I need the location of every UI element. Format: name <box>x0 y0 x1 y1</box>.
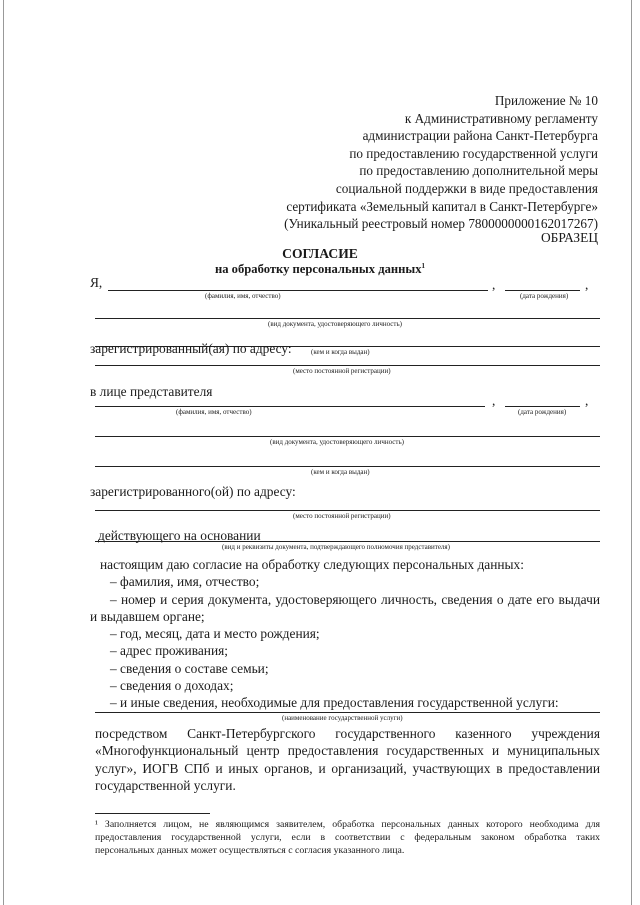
via-line: государственной услуги. <box>95 777 236 793</box>
footnote <box>95 818 600 857</box>
service-name-line[interactable] <box>95 712 600 713</box>
sample-mark: ОБРАЗЕЦ <box>541 230 598 245</box>
consent-item: – фамилия, имя, отчество; <box>110 574 260 590</box>
rep-reg-address-line[interactable] <box>95 510 600 511</box>
footnote-line: ¹ Заполняется лицом, не являющимся заявителем, обработка персональных данных которого необходима для <box>95 819 600 830</box>
subtitle-text: на обработку персональных данных <box>214 262 422 277</box>
consent-item: – сведения о доходах; <box>110 678 234 694</box>
rep-registered-label: зарегистрированного(ой) по адресу: <box>90 484 296 499</box>
comma: , <box>492 393 496 408</box>
via-line: «Многофункциональный центр предоставления государственных и муниципальных <box>95 743 600 759</box>
rep-document-line[interactable] <box>95 436 600 437</box>
hint-basis: (вид и реквизиты документа, подтверждающего полномочия представителя) <box>222 543 450 551</box>
footnote-line: персональных данных может осуществляться с согласия указанного лица. <box>95 845 405 856</box>
scan-edge-right <box>631 0 632 905</box>
reg-address-line[interactable] <box>95 365 600 366</box>
hint-service: (наименование государственной услуги) <box>282 714 403 722</box>
hint-rep-fio: (фамилия, имя, отчество) <box>176 408 252 416</box>
hint-rep-issued: (кем и когда выдан) <box>311 468 370 476</box>
hint-rep-reg-place: (место постоянной регистрации) <box>293 512 391 520</box>
appendix-line: Приложение № 10 <box>494 93 598 108</box>
via-line: услуг», ИОГВ СПб и иных органов, и организаций, участвующих в предоставлении <box>95 760 600 776</box>
rep-birth-date-line[interactable] <box>505 406 580 407</box>
scan-edge-left <box>3 0 4 905</box>
appendix-line: сертификата «Земельный капитал в Санкт-Петербурге» <box>286 198 598 214</box>
footnote-ref: 1 <box>421 262 426 270</box>
comma: , <box>585 277 589 292</box>
rep-fio-line[interactable] <box>95 406 485 407</box>
appendix-line: по предоставлению дополнительной меры <box>359 163 598 179</box>
appendix-line: к Административному регламенту <box>404 110 598 126</box>
via-line: посредством Санкт-Петербургского государственного казенного учреждения <box>95 726 600 741</box>
consent-item: – и иные сведения, необходимые для предоставления государственной услуги: <box>110 695 559 711</box>
hint-document: (вид документа, удостоверяющего личность) <box>268 320 403 328</box>
consent-body <box>90 556 600 712</box>
consent-item: – номер и серия документа, удостоверяющего личность, сведения о дате его выдачи <box>110 591 600 607</box>
basis-label: действующего на основании <box>98 528 261 543</box>
rep-issued-line[interactable] <box>95 466 600 467</box>
appendix-line: социальной поддержки в виде предоставления <box>335 180 598 196</box>
consent-item: и выдавшем органе; <box>90 608 205 624</box>
fio-line[interactable] <box>108 290 488 291</box>
birth-date-line[interactable] <box>505 290 580 291</box>
hint-rep-document: (вид документа, удостоверяющего личность) <box>270 438 405 446</box>
appendix-line: администрации района Санкт-Петербурга <box>362 128 598 144</box>
consent-item: – год, месяц, дата и место рождения; <box>110 626 320 642</box>
via-paragraph <box>95 725 600 794</box>
hint-issued: (кем и когда выдан) <box>311 348 370 356</box>
document-line[interactable] <box>95 318 600 319</box>
footnote-separator <box>95 813 210 814</box>
hint-rep-birth-date: (дата рождения) <box>518 408 567 416</box>
document-title: СОГЛАСИЕ <box>282 246 358 261</box>
consent-item: – адрес проживания; <box>110 643 229 659</box>
registered-label: зарегистрированный(ая) по адресу: <box>90 341 292 356</box>
comma: , <box>492 277 496 292</box>
ya-label: Я, <box>90 275 103 290</box>
appendix-line: (Уникальный реестровый номер 7800000000162017267) <box>284 216 598 232</box>
consent-item: – сведения о составе семьи; <box>110 660 269 676</box>
footnote-line: предоставления государственной услуги, если в соответствии с федеральным законом обработка таких <box>95 832 600 843</box>
appendix-line: по предоставлению государственной услуги <box>349 145 598 161</box>
basis-line[interactable] <box>95 541 600 542</box>
hint-fio: (фамилия, имя, отчество) <box>205 292 281 300</box>
comma: , <box>585 393 589 408</box>
hint-reg-place: (место постоянной регистрации) <box>293 367 391 375</box>
representative-label: в лице представителя <box>90 384 213 399</box>
appendix-header <box>284 92 598 233</box>
hint-birth-date: (дата рождения) <box>520 292 569 300</box>
consent-intro: настоящим даю согласие на обработку следующих персональных данных: <box>100 557 524 572</box>
